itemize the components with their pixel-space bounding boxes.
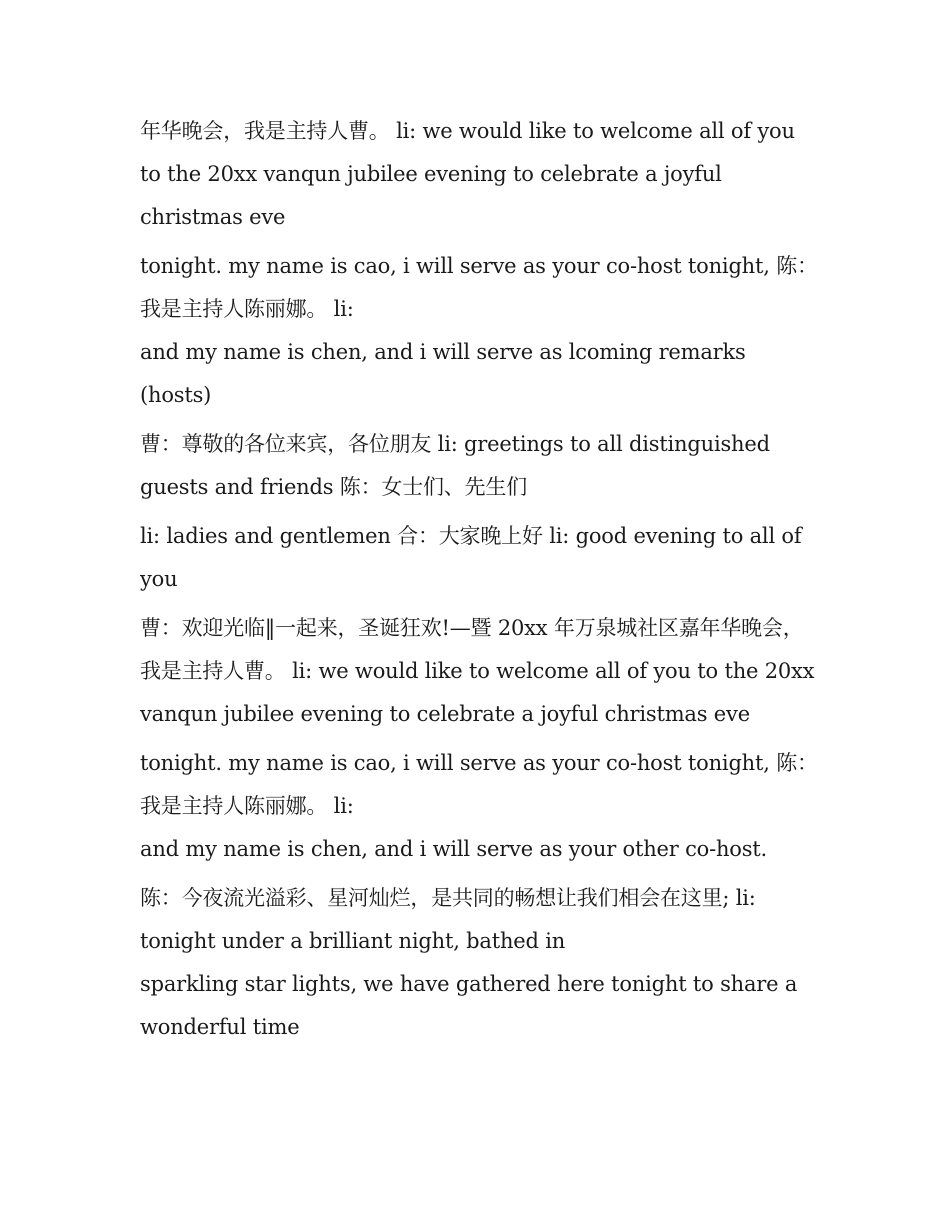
- paragraph: 陈：今夜流光溢彩、星河灿烂，是共同的畅想让我们相会在这里; li: tonight under a brilliant night, bathed in: [140, 886, 756, 953]
- paragraph: li: ladies and gentlemen 合：大家晚上好 li: good evening to all of you: [140, 524, 802, 591]
- paragraph: 曹：尊敬的各位来宾，各位朋友 li: greetings to all distinguished guests and friends 陈：女士们、先生们: [140, 432, 770, 499]
- document-body: [140, 110, 820, 1049]
- paragraph: 年华晚会，我是主持人曹。 li: we would like to welcome all of you to the 20xx vanqun jubilee evening to celebrate a joyful christmas eve: [140, 119, 795, 229]
- paragraph: sparkling star lights, we have gathered here tonight to share a wonderful time: [140, 972, 798, 1039]
- paragraph: 曹：欢迎光临‖一起来，圣诞狂欢!—暨 20xx 年万泉城社区嘉年华晚会，我是主持人曹。 li: we would like to welcome all of you to the 20xx vanqun jubilee evening to celebrate a joyful christmas eve: [140, 616, 815, 726]
- paragraph: and my name is chen, and i will serve as lcoming remarks (hosts): [140, 340, 746, 407]
- paragraph: and my name is chen, and i will serve as your other co-host.: [140, 837, 768, 861]
- paragraph: tonight. my name is cao, i will serve as your co-host tonight, 陈：我是主持人陈丽娜。 li:: [140, 751, 818, 818]
- paragraph: tonight. my name is cao, i will serve as your co-host tonight, 陈：我是主持人陈丽娜。 li:: [140, 254, 818, 321]
